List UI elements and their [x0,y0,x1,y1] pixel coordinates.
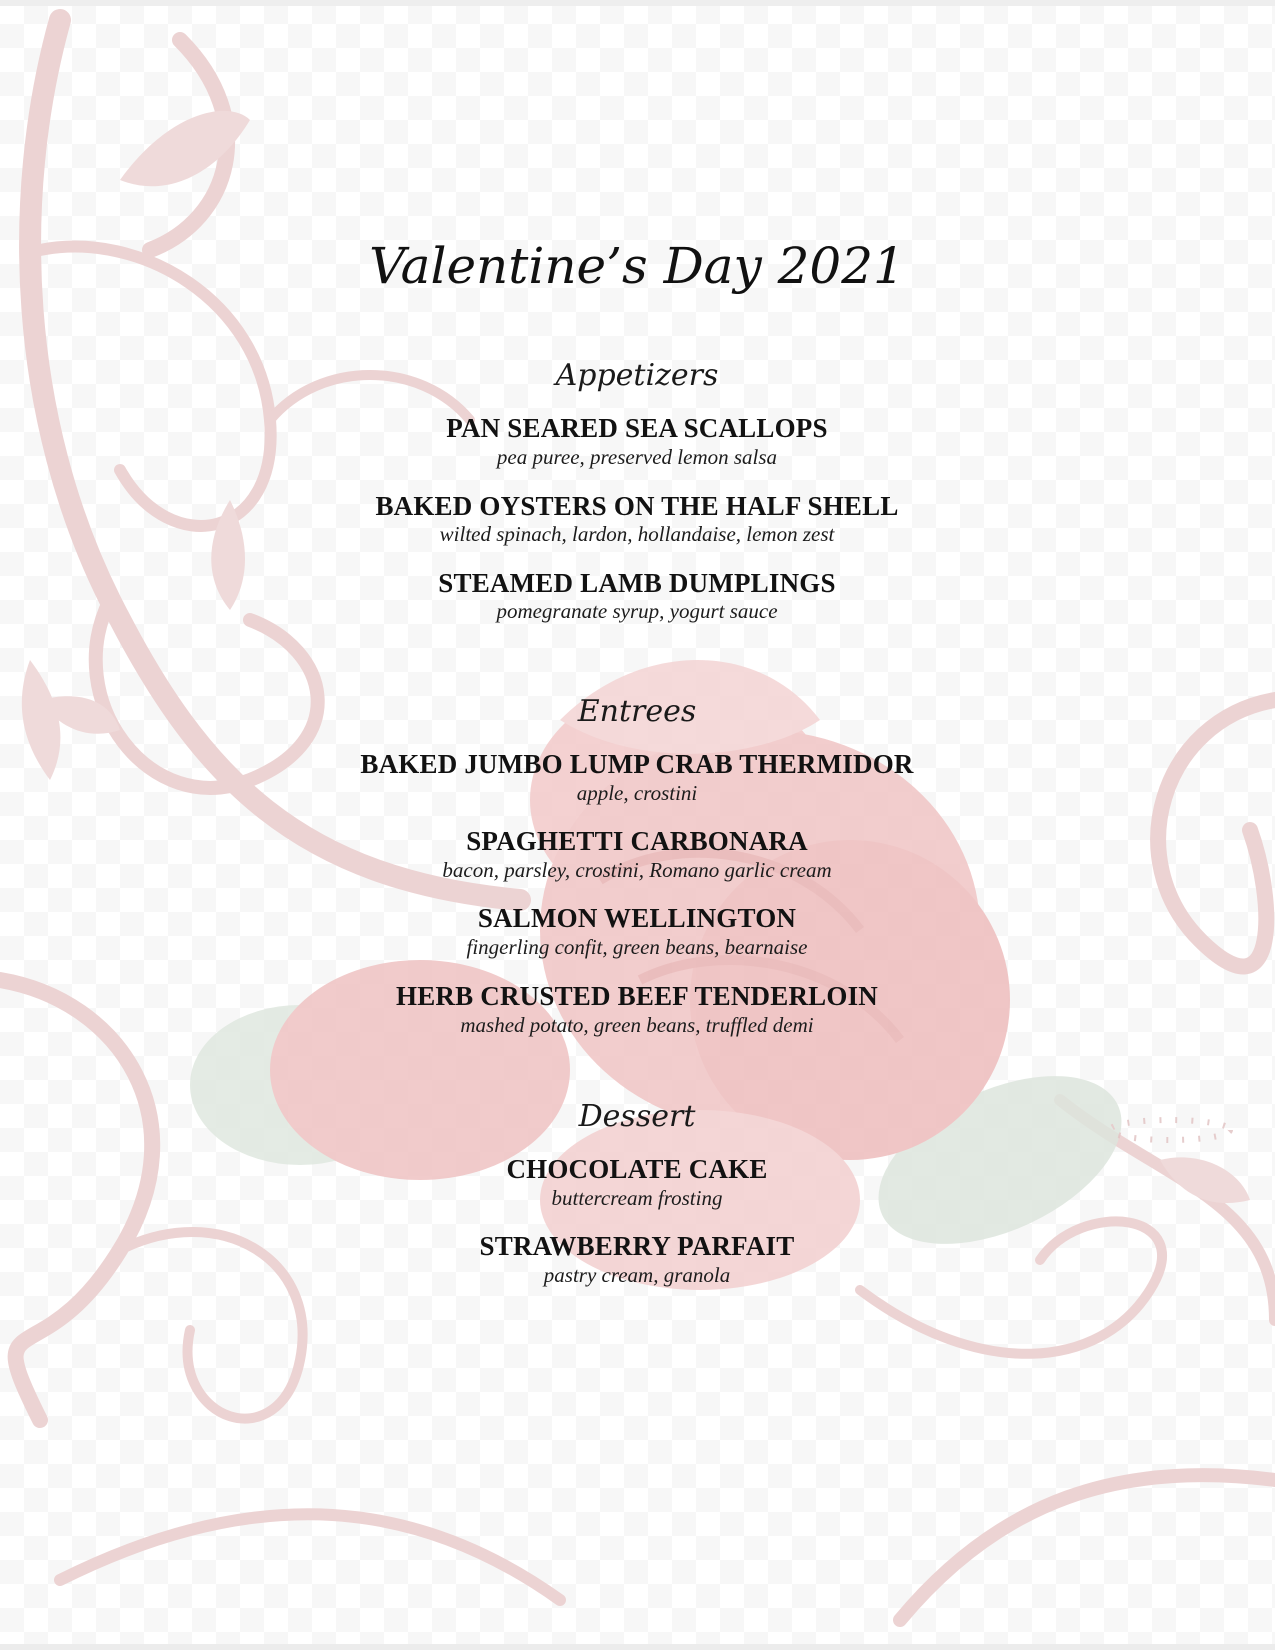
menu-item-name: STEAMED LAMB DUMPLINGS [438,568,836,598]
section-heading-appetizers: Appetizers [555,358,719,393]
section-heading-dessert: Dessert [578,1099,696,1134]
menu-item-name: STRAWBERRY PARFAIT [479,1231,795,1261]
menu-item-description: buttercream frosting [551,1186,723,1210]
menu-item-name: BAKED JUMBO LUMP CRAB THERMIDOR [360,749,914,779]
bottom-border [0,1644,1275,1650]
menu-item-name: SPAGHETTI CARBONARA [466,826,808,856]
menu-item-description: pastry cream, granola [543,1263,731,1287]
menu-item-name: PAN SEARED SEA SCALLOPS [446,413,828,443]
menu-item-description: bacon, parsley, crostini, Romano garlic cream [442,858,832,882]
menu-item-description: fingerling confit, green beans, bearnaise [466,935,808,959]
menu-item-description: mashed potato, green beans, truffled demi [460,1013,814,1037]
menu-item-description: apple, crostini [576,781,698,805]
menu-item-description: pomegranate syrup, yogurt sauce [496,599,778,623]
section-heading-entrees: Entrees [577,694,697,729]
menu-item-name: BAKED OYSTERS ON THE HALF SHELL [375,491,899,521]
menu-item-name: SALMON WELLINGTON [477,903,797,933]
menu-item-name: CHOCOLATE CAKE [506,1154,768,1184]
menu-item-description: pea puree, preserved lemon salsa [496,445,778,469]
menu-item-name: HERB CRUSTED BEEF TENDERLOIN [396,981,878,1011]
menu-item-description: wilted spinach, lardon, hollandaise, lemon zest [439,522,835,546]
menu-title: Valentine’s Day 2021 [369,237,905,295]
